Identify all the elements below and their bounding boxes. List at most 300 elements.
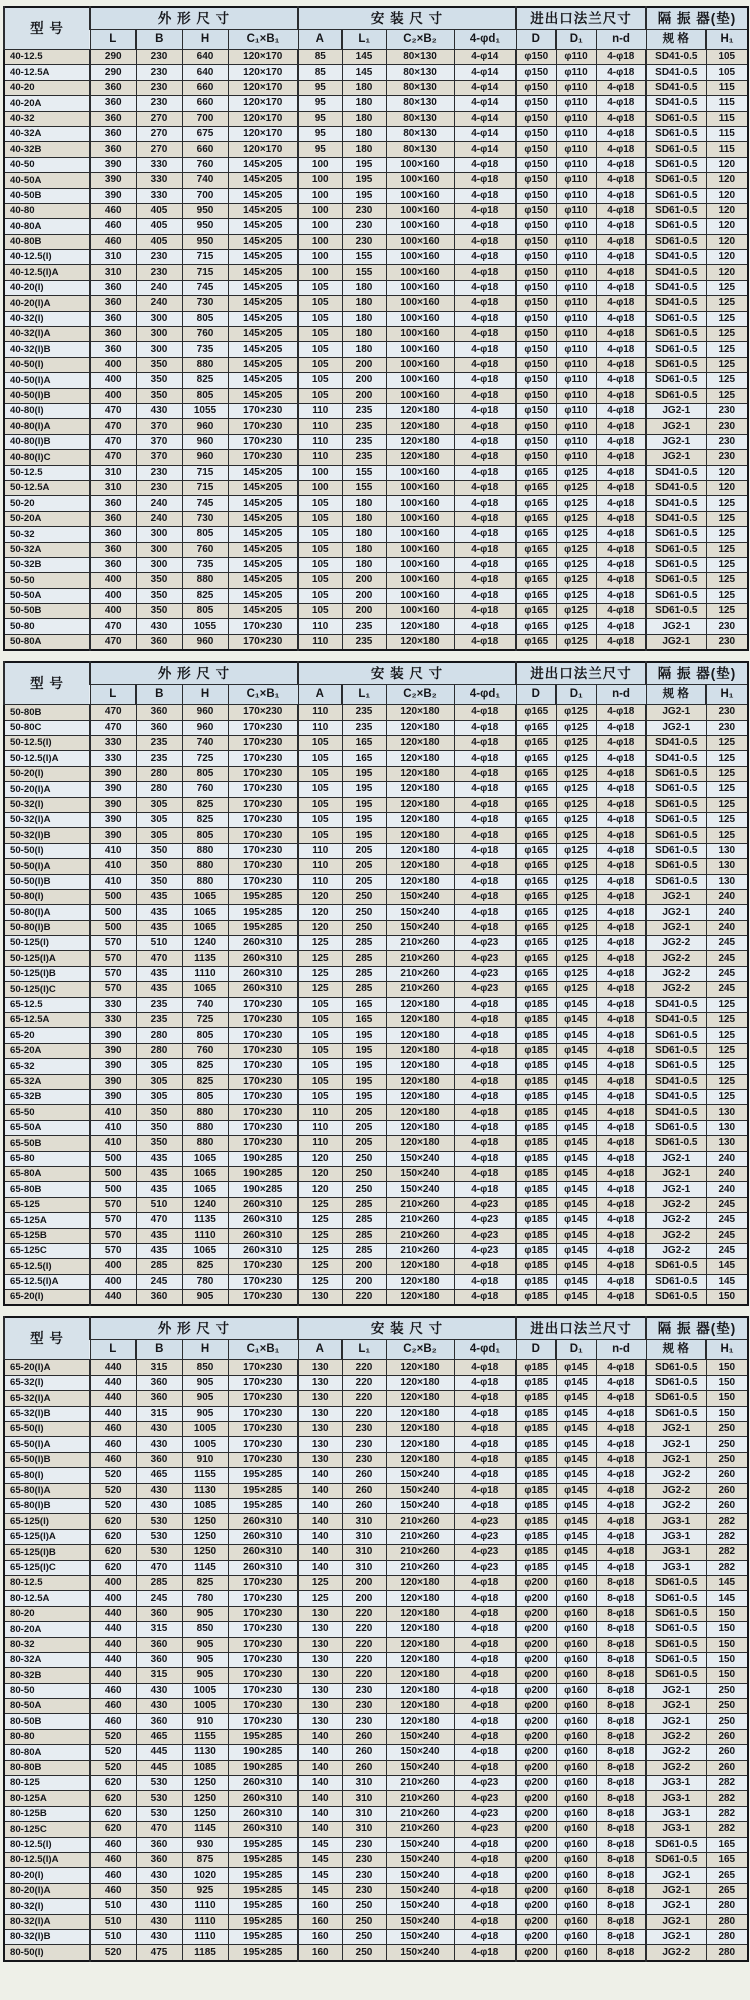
cell-value: φ160 [556, 1883, 596, 1898]
cell-value: 725 [182, 751, 228, 766]
cell-value: φ110 [556, 234, 596, 249]
table-row [4, 1043, 748, 1058]
cell-value: φ150 [516, 419, 556, 434]
cell-value: 195 [342, 797, 386, 812]
table-row [4, 1028, 748, 1043]
cell-value: 440 [90, 1290, 136, 1306]
cell-value: 570 [90, 982, 136, 997]
cell-value: 4-φ23 [454, 1529, 516, 1544]
cell-value: JG3-1 [646, 1529, 706, 1544]
cell-value: SD61-0.5 [646, 797, 706, 812]
cell-value: 210×260 [386, 1529, 454, 1544]
cell-value: 230 [706, 634, 748, 650]
col-header-L1: L₁ [342, 30, 386, 50]
cell-value: 230 [136, 465, 182, 480]
cell-value: 350 [136, 843, 182, 858]
cell-value: 4-φ18 [596, 951, 646, 966]
cell-value: 4-φ23 [454, 1243, 516, 1258]
cell-value: φ185 [516, 1560, 556, 1575]
cell-model: 50-32B [4, 557, 90, 572]
col-header-4-phi-d1: 4-φd₁ [454, 685, 516, 705]
cell-value: SD61-0.5 [646, 1290, 706, 1306]
cell-value: 760 [182, 327, 228, 342]
cell-value: 125 [706, 1074, 748, 1089]
cell-value: 100×160 [386, 388, 454, 403]
cell-value: 8-φ18 [596, 1868, 646, 1883]
cell-value: φ110 [556, 219, 596, 234]
cell-value: 760 [182, 542, 228, 557]
cell-value: 440 [90, 1606, 136, 1621]
cell-model: 50-80 [4, 619, 90, 634]
cell-value: 140 [298, 1745, 342, 1760]
cell-value: JG2-1 [646, 419, 706, 434]
cell-value: 4-φ18 [454, 797, 516, 812]
cell-value: φ160 [556, 1575, 596, 1590]
cell-value: 1240 [182, 936, 228, 951]
cell-value: φ145 [556, 1259, 596, 1274]
cell-value: 500 [90, 1182, 136, 1197]
cell-value: φ160 [556, 1822, 596, 1837]
cell-value: 660 [182, 142, 228, 157]
cell-value: 1155 [182, 1468, 228, 1483]
cell-value: 130 [298, 1606, 342, 1621]
cell-value: φ125 [556, 936, 596, 951]
cell-value: 305 [136, 1059, 182, 1074]
cell-value: 745 [182, 496, 228, 511]
cell-value: 110 [298, 403, 342, 418]
cell-value: 115 [706, 142, 748, 157]
cell-value: φ145 [556, 1136, 596, 1151]
cell-value: 390 [90, 173, 136, 188]
cell-value: 780 [182, 1591, 228, 1606]
cell-value: 80×130 [386, 65, 454, 80]
cell-value: 125 [706, 782, 748, 797]
cell-value: φ200 [516, 1652, 556, 1667]
cell-value: 170×230 [228, 403, 298, 418]
cell-value: 460 [90, 1452, 136, 1467]
cell-value: 1135 [182, 951, 228, 966]
cell-value: φ165 [516, 797, 556, 812]
cell-value: 85 [298, 50, 342, 65]
cell-value: 360 [90, 80, 136, 95]
cell-value: 1145 [182, 1822, 228, 1837]
cell-value: φ150 [516, 219, 556, 234]
cell-value: 145×205 [228, 604, 298, 619]
cell-value: φ145 [556, 1452, 596, 1467]
cell-value: 8-φ18 [596, 1714, 646, 1729]
cell-value: 1185 [182, 1945, 228, 1961]
table-header [4, 662, 748, 705]
col-header-D: D [516, 1340, 556, 1360]
cell-value: 110 [298, 843, 342, 858]
cell-value: 235 [342, 434, 386, 449]
cell-value: JG2-2 [646, 1760, 706, 1775]
cell-value: 125 [706, 573, 748, 588]
cell-value: 305 [136, 797, 182, 812]
col-header-L1: L₁ [342, 685, 386, 705]
cell-value: φ150 [516, 188, 556, 203]
cell-value: 330 [136, 188, 182, 203]
cell-value: 170×230 [228, 1105, 298, 1120]
cell-value: φ110 [556, 265, 596, 280]
cell-value: 150×240 [386, 1914, 454, 1929]
cell-value: φ185 [516, 1243, 556, 1258]
cell-value: φ125 [556, 766, 596, 781]
cell-value: 230 [342, 1422, 386, 1437]
cell-model: 40-50(I) [4, 357, 90, 372]
cell-value: JG2-1 [646, 1437, 706, 1452]
cell-value: 470 [136, 1213, 182, 1228]
cell-value: 120×180 [386, 1013, 454, 1028]
cell-value: 4-φ18 [454, 1259, 516, 1274]
col-group-vibration-isolator: 隔 振 器(垫) [646, 7, 748, 30]
cell-value: 150×240 [386, 1868, 454, 1883]
cell-value: φ110 [556, 296, 596, 311]
cell-value: φ185 [516, 1259, 556, 1274]
cell-value: 240 [706, 920, 748, 935]
cell-value: 230 [342, 219, 386, 234]
cell-value: 4-φ18 [454, 1575, 516, 1590]
cell-value: φ185 [516, 1136, 556, 1151]
cell-value: 8-φ18 [596, 1699, 646, 1714]
cell-value: 170×230 [228, 634, 298, 650]
cell-value: 140 [298, 1560, 342, 1575]
cell-value: 230 [706, 619, 748, 634]
cell-value: φ150 [516, 50, 556, 65]
table-row [4, 1498, 748, 1513]
cell-model: 50-20 [4, 496, 90, 511]
cell-value: 465 [136, 1729, 182, 1744]
cell-value: 120×180 [386, 1699, 454, 1714]
cell-value: 435 [136, 982, 182, 997]
cell-value: 170×230 [228, 1391, 298, 1406]
cell-value: 4-φ18 [596, 188, 646, 203]
cell-value: 825 [182, 1059, 228, 1074]
cell-value: 1130 [182, 1745, 228, 1760]
cell-value: JG2-1 [646, 1182, 706, 1197]
cell-value: 950 [182, 234, 228, 249]
cell-value: 260 [342, 1729, 386, 1744]
cell-value: 110 [298, 720, 342, 735]
cell-value: 210×260 [386, 966, 454, 981]
cell-value: 150×240 [386, 1745, 454, 1760]
cell-value: φ185 [516, 1028, 556, 1043]
cell-model: 40-12.5(I)A [4, 265, 90, 280]
cell-value: φ125 [556, 874, 596, 889]
cell-value: 445 [136, 1760, 182, 1775]
cell-value: 470 [136, 951, 182, 966]
cell-value: 620 [90, 1822, 136, 1837]
table-row [4, 1545, 748, 1560]
cell-value: 170×230 [228, 782, 298, 797]
cell-value: 4-φ18 [454, 1422, 516, 1437]
cell-value: 4-φ18 [454, 203, 516, 218]
cell-value: 360 [136, 1652, 182, 1667]
cell-value: 825 [182, 588, 228, 603]
cell-value: φ165 [516, 859, 556, 874]
cell-value: SD61-0.5 [646, 111, 706, 126]
cell-value: 270 [136, 142, 182, 157]
cell-value: 195×285 [228, 1945, 298, 1961]
cell-value: 285 [342, 982, 386, 997]
cell-value: JG3-1 [646, 1776, 706, 1791]
cell-value: 390 [90, 797, 136, 812]
cell-value: 105 [298, 527, 342, 542]
cell-value: 435 [136, 966, 182, 981]
col-header-L: L [90, 1340, 136, 1360]
cell-value: 80×130 [386, 80, 454, 95]
cell-value: 145×205 [228, 250, 298, 265]
cell-value: φ185 [516, 1074, 556, 1089]
table-row [4, 1899, 748, 1914]
cell-value: 125 [706, 604, 748, 619]
cell-value: 145×205 [228, 280, 298, 295]
cell-value: 4-φ18 [596, 736, 646, 751]
cell-value: 4-φ18 [454, 874, 516, 889]
cell-value: SD41-0.5 [646, 250, 706, 265]
cell-model: 50-12.5A [4, 480, 90, 495]
cell-value: φ185 [516, 1228, 556, 1243]
cell-model: 40-20 [4, 80, 90, 95]
cell-value: 235 [136, 997, 182, 1012]
cell-value: 200 [342, 373, 386, 388]
cell-value: 125 [706, 388, 748, 403]
cell-model: 65-50A [4, 1120, 90, 1135]
cell-value: 330 [90, 751, 136, 766]
cell-value: 310 [342, 1545, 386, 1560]
cell-value: 880 [182, 1120, 228, 1135]
cell-value: 170×230 [228, 1591, 298, 1606]
cell-value: φ200 [516, 1899, 556, 1914]
cell-value: 180 [342, 542, 386, 557]
table-row [4, 557, 748, 572]
cell-value: φ160 [556, 1837, 596, 1852]
cell-value: 100×160 [386, 219, 454, 234]
cell-value: 360 [90, 342, 136, 357]
cell-value: 930 [182, 1837, 228, 1852]
cell-value: 4-φ18 [596, 50, 646, 65]
cell-value: 120 [298, 889, 342, 904]
cell-value: 125 [706, 357, 748, 372]
cell-value: 145×205 [228, 311, 298, 326]
cell-value: 220 [342, 1637, 386, 1652]
cell-value: 200 [342, 1274, 386, 1289]
cell-value: 530 [136, 1514, 182, 1529]
table-row [4, 1228, 748, 1243]
cell-value: 170×230 [228, 828, 298, 843]
cell-value: 725 [182, 1013, 228, 1028]
table-row [4, 1259, 748, 1274]
table-row [4, 843, 748, 858]
cell-value: 235 [342, 450, 386, 465]
cell-value: 105 [706, 50, 748, 65]
cell-value: 170×230 [228, 1043, 298, 1058]
cell-value: 115 [706, 111, 748, 126]
cell-model: 50-80B [4, 705, 90, 720]
cell-value: 4-φ18 [596, 705, 646, 720]
cell-value: 8-φ18 [596, 1776, 646, 1791]
cell-value: 8-φ18 [596, 1668, 646, 1683]
cell-value: 730 [182, 296, 228, 311]
cell-value: 120×180 [386, 619, 454, 634]
cell-value: 100×160 [386, 557, 454, 572]
cell-value: 570 [90, 1243, 136, 1258]
cell-value: 4-φ18 [596, 1197, 646, 1212]
cell-value: 850 [182, 1360, 228, 1375]
cell-value: 150 [706, 1622, 748, 1637]
cell-value: 4-φ23 [454, 1514, 516, 1529]
table-row [4, 1182, 748, 1197]
cell-value: 170×230 [228, 1136, 298, 1151]
cell-value: 130 [298, 1452, 342, 1467]
cell-value: φ160 [556, 1683, 596, 1698]
col-header-C2xB2: C₂×B₂ [386, 685, 454, 705]
cell-value: 170×230 [228, 797, 298, 812]
cell-value: 430 [136, 1437, 182, 1452]
cell-value: 125 [298, 1213, 342, 1228]
cell-value: φ125 [556, 634, 596, 650]
cell-value: 120 [706, 173, 748, 188]
cell-value: 4-φ18 [596, 874, 646, 889]
cell-value: 195 [342, 1043, 386, 1058]
cell-value: 180 [342, 80, 386, 95]
cell-value: 410 [90, 859, 136, 874]
col-header-L1: L₁ [342, 1340, 386, 1360]
cell-value: 1250 [182, 1529, 228, 1544]
cell-value: 260 [706, 1498, 748, 1513]
cell-value: 130 [706, 1120, 748, 1135]
table-row [4, 1514, 748, 1529]
cell-value: 350 [136, 388, 182, 403]
cell-value: 120×180 [386, 1637, 454, 1652]
cell-value: φ125 [556, 905, 596, 920]
cell-value: 8-φ18 [596, 1760, 646, 1775]
cell-value: 210×260 [386, 1213, 454, 1228]
cell-value: φ200 [516, 1791, 556, 1806]
cell-value: 150 [706, 1606, 748, 1621]
col-header-n-d: n-d [596, 685, 646, 705]
cell-value: φ165 [516, 588, 556, 603]
cell-value: φ145 [556, 1182, 596, 1197]
cell-value: 110 [298, 619, 342, 634]
table-row [4, 812, 748, 827]
cell-value: 170×230 [228, 619, 298, 634]
cell-value: 120×180 [386, 1074, 454, 1089]
cell-value: 4-φ18 [596, 1228, 646, 1243]
cell-value: 270 [136, 126, 182, 141]
cell-value: SD61-0.5 [646, 373, 706, 388]
col-group-install-dimensions: 安 装 尺 寸 [298, 662, 516, 685]
col-group-flange-dimensions: 进出口法兰尺寸 [516, 662, 646, 685]
cell-value: 170×230 [228, 1274, 298, 1289]
cell-value: φ145 [556, 1151, 596, 1166]
cell-model: 50-80A [4, 634, 90, 650]
cell-value: 120 [298, 905, 342, 920]
cell-value: 4-φ18 [454, 1606, 516, 1621]
cell-value: 1065 [182, 982, 228, 997]
cell-value: 120×180 [386, 1028, 454, 1043]
cell-value: 4-φ18 [454, 311, 516, 326]
cell-value: 250 [706, 1452, 748, 1467]
cell-value: φ145 [556, 1529, 596, 1544]
cell-value: 210×260 [386, 1243, 454, 1258]
cell-value: 280 [706, 1899, 748, 1914]
cell-value: φ165 [516, 542, 556, 557]
cell-value: φ165 [516, 874, 556, 889]
cell-value: φ145 [556, 1074, 596, 1089]
cell-value: 205 [342, 874, 386, 889]
cell-value: JG2-1 [646, 1714, 706, 1729]
table-row [4, 1468, 748, 1483]
table-row [4, 434, 748, 449]
cell-value: 460 [90, 1714, 136, 1729]
cell-value: 4-φ18 [596, 782, 646, 797]
cell-model: 80-20A [4, 1622, 90, 1637]
cell-value: 150×240 [386, 1929, 454, 1944]
cell-value: 285 [342, 1197, 386, 1212]
cell-value: 170×230 [228, 434, 298, 449]
cell-value: 120×180 [386, 1274, 454, 1289]
cell-value: 125 [298, 1274, 342, 1289]
cell-value: φ125 [556, 966, 596, 981]
cell-value: φ165 [516, 604, 556, 619]
cell-value: 460 [90, 219, 136, 234]
col-group-flange-dimensions: 进出口法兰尺寸 [516, 7, 646, 30]
cell-value: 350 [136, 588, 182, 603]
cell-value: 400 [90, 604, 136, 619]
cell-value: φ150 [516, 142, 556, 157]
cell-value: 470 [90, 705, 136, 720]
cell-value: 460 [90, 1883, 136, 1898]
cell-value: 105 [298, 311, 342, 326]
cell-value: 470 [90, 619, 136, 634]
cell-value: 95 [298, 80, 342, 95]
cell-value: 400 [90, 573, 136, 588]
cell-model: 40-80(I) [4, 403, 90, 418]
cell-value: SD41-0.5 [646, 280, 706, 295]
cell-value: φ200 [516, 1822, 556, 1837]
cell-value: 430 [136, 1498, 182, 1513]
cell-value: 120×180 [386, 997, 454, 1012]
cell-value: 1110 [182, 1899, 228, 1914]
cell-value: 8-φ18 [596, 1899, 646, 1914]
cell-value: 430 [136, 619, 182, 634]
cell-value: 4-φ18 [596, 1545, 646, 1560]
cell-value: 950 [182, 203, 228, 218]
cell-model: 80-80 [4, 1729, 90, 1744]
cell-value: 190×285 [228, 1166, 298, 1181]
cell-value: 520 [90, 1760, 136, 1775]
cell-value: 230 [136, 250, 182, 265]
cell-value: 8-φ18 [596, 1622, 646, 1637]
cell-value: 4-φ18 [454, 619, 516, 634]
cell-value: 120×170 [228, 65, 298, 80]
cell-value: 180 [342, 496, 386, 511]
cell-value: 4-φ18 [454, 280, 516, 295]
col-header-C2xB2: C₂×B₂ [386, 30, 454, 50]
cell-value: JG2-2 [646, 951, 706, 966]
cell-value: 120×180 [386, 450, 454, 465]
cell-value: φ110 [556, 388, 596, 403]
cell-value: φ185 [516, 1105, 556, 1120]
cell-value: 520 [90, 1945, 136, 1961]
col-header-C2xB2: C₂×B₂ [386, 1340, 454, 1360]
cell-value: 4-φ23 [454, 1197, 516, 1212]
cell-value: SD41-0.5 [646, 96, 706, 111]
cell-value: 260×310 [228, 951, 298, 966]
cell-value: SD61-0.5 [646, 874, 706, 889]
cell-value: 410 [90, 1136, 136, 1151]
